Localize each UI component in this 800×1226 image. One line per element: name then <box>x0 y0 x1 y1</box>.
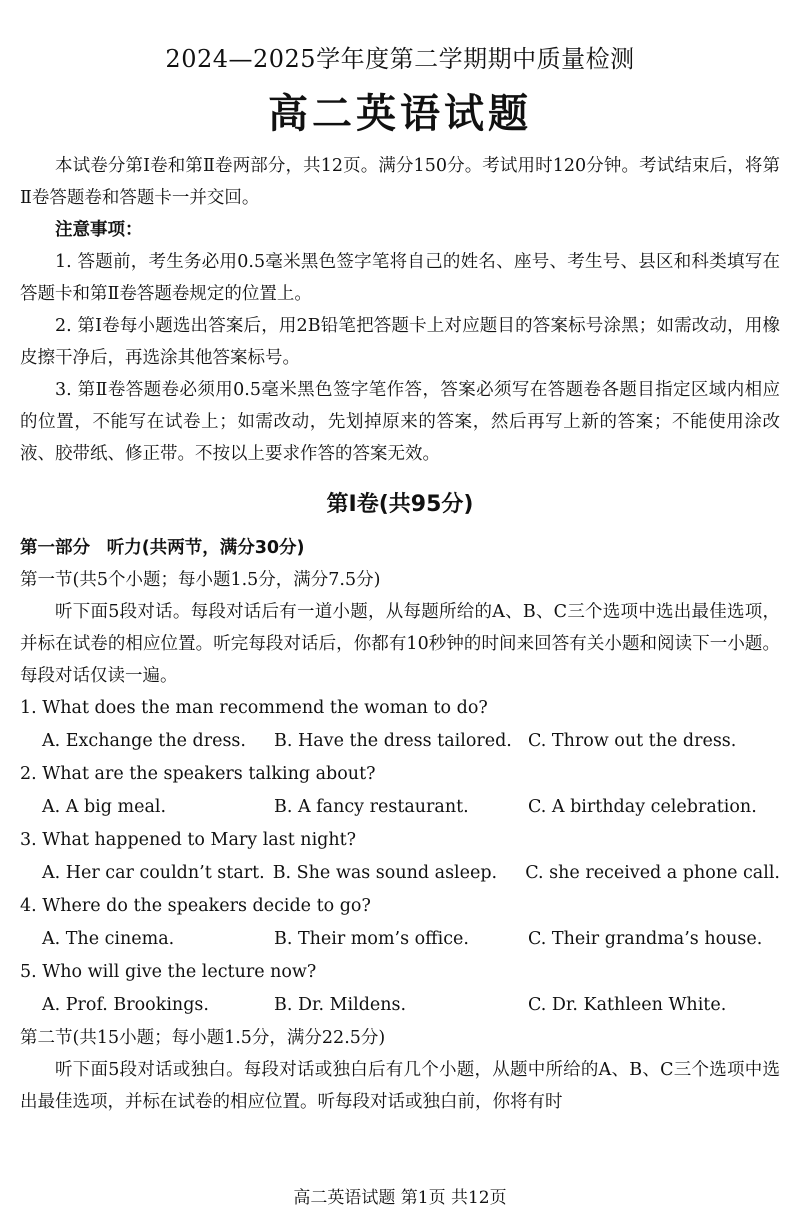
option-c: C. she received a phone call. <box>525 863 780 883</box>
option-c: C. Throw out the dress. <box>528 731 737 751</box>
question-options <box>20 725 780 758</box>
part1-label: 第一部分 <box>20 538 90 558</box>
question-options <box>20 989 780 1022</box>
subsection2-title: 第二节(共15小题；每小题1.5分，满分22.5分) <box>20 1028 386 1048</box>
notice-item-1: 1. 答题前，考生务必用0.5毫米黑色签字笔将自己的姓名、座号、考生号、县区和科类填写在答题卡和第Ⅱ卷答题卷规定的位置上。 <box>20 252 780 304</box>
part1-name: 听力(共两节，满分30分) <box>106 538 305 558</box>
subsection2-instructions: 听下面5段对话或独白。每段对话或独白后有几个小题，从题中所给的A、B、C三个选项中选出最佳选项，并标在试卷的相应位置。听每段对话或独白前，你将有时 <box>20 1060 780 1112</box>
option-b: B. She was sound asleep. <box>272 863 498 883</box>
option-a: A. Exchange the dress. <box>42 731 246 751</box>
option-a: A. Prof. Brookings. <box>42 995 209 1015</box>
question-stem: 1. What does the man recommend the woman to do? <box>20 698 488 718</box>
option-a: A. The cinema. <box>42 929 175 949</box>
notice-heading: 注意事项： <box>55 220 143 240</box>
option-c: C. Their grandma’s house. <box>528 929 763 949</box>
exam-title: 高二英语试题 <box>268 91 532 137</box>
option-a: A. Her car couldn’t start. <box>42 863 265 883</box>
question-2 <box>20 758 780 824</box>
subsection1-title: 第一节(共5个小题；每小题1.5分，满分7.5分) <box>20 570 381 590</box>
question-options <box>20 857 780 890</box>
option-c: C. Dr. Kathleen White. <box>528 995 727 1015</box>
question-stem: 5. Who will give the lecture now? <box>20 962 317 982</box>
question-stem: 4. Where do the speakers decide to go? <box>20 896 371 916</box>
question-options <box>20 791 780 824</box>
option-b: B. Dr. Mildens. <box>274 995 407 1015</box>
question-stem: 3. What happened to Mary last night? <box>20 830 357 850</box>
question-4 <box>20 890 780 956</box>
subsection1-instructions: 听下面5段对话。每段对话后有一道小题，从每题所给的A、B、C三个选项中选出最佳选项，并标在试卷的相应位置。听完每段对话后，你都有10秒钟的时间来回答有关小题和阅读下一小题。每段对话仅读一遍。 <box>20 602 780 686</box>
notice-item-2: 2. 第Ⅰ卷每小题选出答案后，用2B铅笔把答题卡上对应题目的答案标号涂黑；如需改动，用橡皮擦干净后，再选涂其他答案标号。 <box>20 316 780 368</box>
option-a: A. A big meal. <box>42 797 167 817</box>
part1-heading <box>20 532 780 564</box>
question-1 <box>20 692 780 758</box>
option-c: C. A birthday celebration. <box>528 797 757 817</box>
question-3 <box>20 824 780 890</box>
option-b: B. Their mom’s office. <box>274 929 469 949</box>
option-b: B. A fancy restaurant. <box>274 797 469 817</box>
exam-year-line: 2024—2025学年度第二学期期中质量检测 <box>165 45 635 73</box>
intro-paragraph: 本试卷分第Ⅰ卷和第Ⅱ卷两部分，共12页。满分150分。考试用时120分钟。考试结束后，将第Ⅱ卷答题卷和答题卡一并交回。 <box>20 156 780 208</box>
option-b: B. Have the dress tailored. <box>274 731 512 751</box>
notice-item-3: 3. 第Ⅱ卷答题卷必须用0.5毫米黑色签字笔作答，答案必须写在答题卷各题目指定区域内相应的位置，不能写在试卷上；如需改动，先划掉原来的答案，然后再写上新的答案；不能使用涂改液、胶带纸、修正带。不按以上要求作答的答案无效。 <box>20 380 780 464</box>
question-5 <box>20 956 780 1022</box>
section-title: 第Ⅰ卷(共95分) <box>326 492 474 517</box>
question-options <box>20 923 780 956</box>
question-stem: 2. What are the speakers talking about? <box>20 764 376 784</box>
page-footer: 高二英语试题 第1页 共12页 <box>293 1188 507 1208</box>
